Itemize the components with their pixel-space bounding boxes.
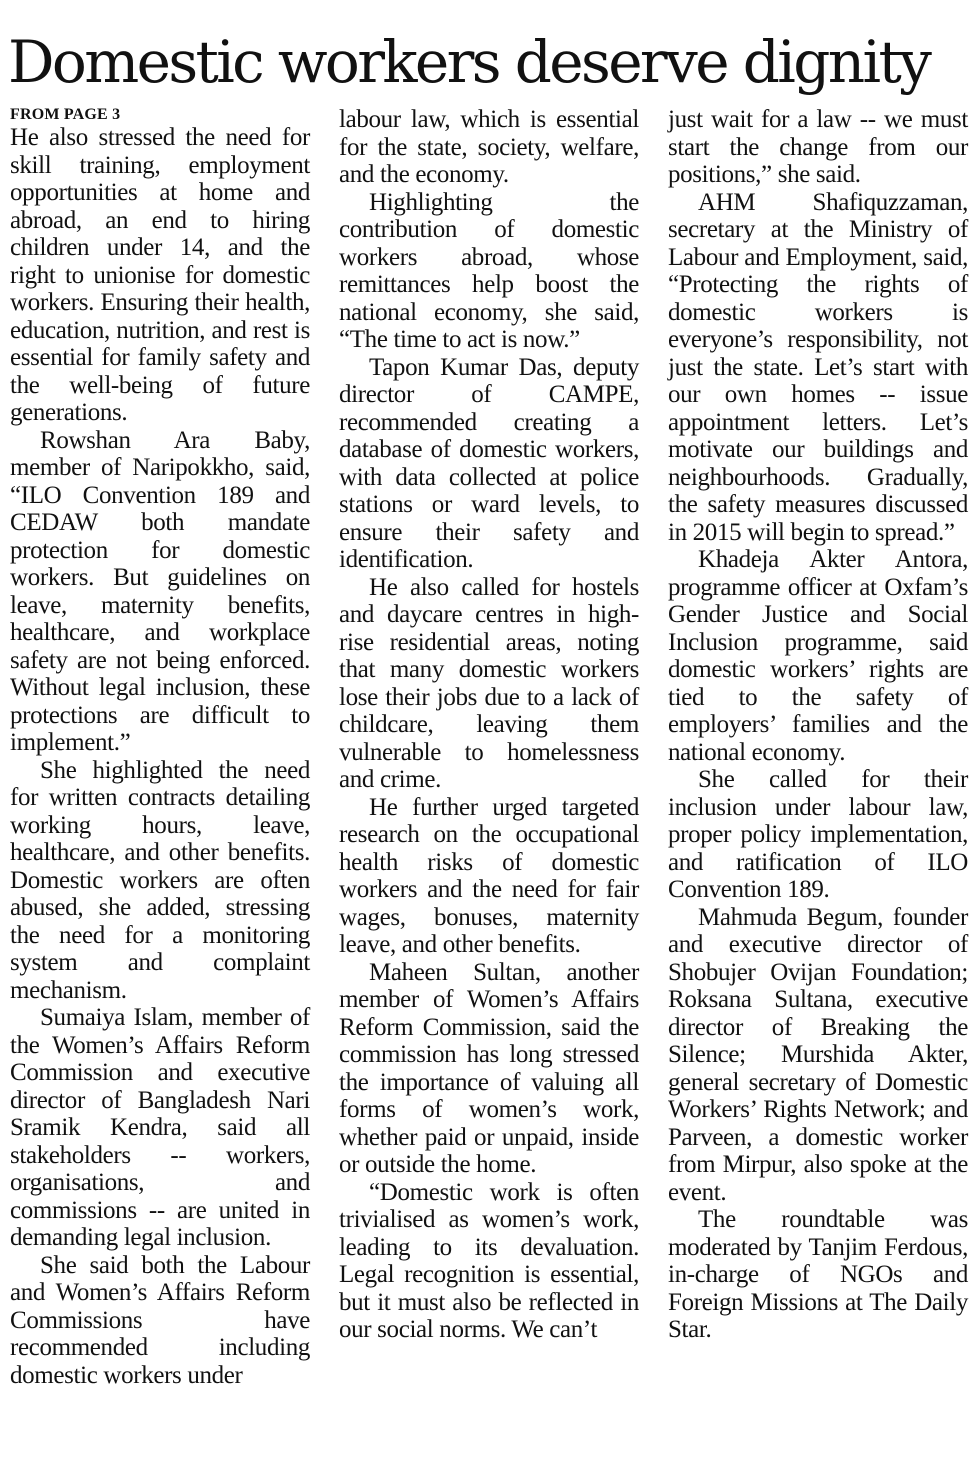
paragraph: She said both the Labour and Women’s Affairs Reform Commissions have recommended including domestic workers under bbox=[10, 1251, 310, 1389]
paragraph: “Domestic work is often trivialised as women’s work, leading to its devaluation. Legal recognition is essential, but it must also be reflected in our social norms. We can’t bbox=[339, 1178, 639, 1343]
paragraph: She called for their inclusion under labour law, proper policy implementation, and ratification of ILO Convention 189. bbox=[668, 766, 968, 903]
paragraph: labour law, which is essential for the state, society, welfare, and the economy. bbox=[339, 106, 639, 188]
dateline: FROM PAGE 3 bbox=[10, 106, 121, 123]
paragraph: Mahmuda Begum, founder and executive director of Shobujer Ovijan Foundation; Roksana Sultana, executive director of Breaking the Silence; Murshida Akter, general secretary of Domestic Workers’ Rights Network; and Parveen, a domestic worker from Mirpur, also spoke at the event. bbox=[668, 903, 968, 1206]
paragraph: just wait for a law -- we must start the change from our positions,” she said. bbox=[668, 106, 968, 188]
paragraph: She highlighted the need for written contracts detailing working hours, leave, healthcare, and other benefits. Domestic workers are often abused, she added, stressing the need for a monitoring system and complaint mechanism. bbox=[10, 756, 310, 1004]
article-column-3 bbox=[668, 106, 968, 1344]
paragraph: Tapon Kumar Das, deputy director of CAMPE, recommended creating a database of domestic workers, with data collected at police stations or ward levels, to ensure their safety and identification. bbox=[339, 353, 639, 573]
paragraph: Khadeja Akter Antora, programme officer at Oxfam’s Gender Justice and Social Inclusion programme, said domestic workers’ rights are tied to the safety of employers’ families and the national economy. bbox=[668, 546, 968, 766]
paragraph: The roundtable was moderated by Tanjim Ferdous, in-charge of NGOs and Foreign Missions at The Daily Star. bbox=[668, 1206, 968, 1343]
article-column-1 bbox=[10, 106, 310, 1389]
paragraph: Maheen Sultan, another member of Women’s Affairs Reform Commission, said the commission has long stressed the importance of valuing all forms of women’s work, whether paid or unpaid, inside or outside the home. bbox=[339, 958, 639, 1178]
paragraph: He also called for hostels and daycare centres in high-rise residential areas, noting that many domestic workers lose their jobs due to a lack of childcare, leaving them vulnerable to homelessness and crime. bbox=[339, 573, 639, 793]
paragraph: Rowshan Ara Baby, member of Naripokkho, said, “ILO Convention 189 and CEDAW both mandate protection for domestic workers. But guidelines on leave, maternity benefits, healthcare, and workplace safety are not being enforced. Without legal inclusion, these protections are difficult to implement.” bbox=[10, 426, 310, 756]
headline: Domestic workers deserve dignity bbox=[8, 28, 930, 96]
paragraph: Sumaiya Islam, member of the Women’s Affairs Reform Commission and executive director of Bangladesh Nari Sramik Kendra, said all stakeholders -- workers, organisations, and commissions -- are united in demanding legal inclusion. bbox=[10, 1004, 310, 1251]
paragraph: Highlighting the contribution of domestic workers abroad, whose remittances help boost the national economy, she said, “The time to act is now.” bbox=[339, 188, 639, 353]
article-column-2 bbox=[339, 106, 639, 1344]
paragraph: AHM Shafiquzzaman, secretary at the Ministry of Labour and Employment, said, “Protecting the rights of domestic workers is everyone’s responsibility, not just the state. Let’s start with our own homes -- issue appointment letters. Let’s motivate our buildings and neighbourhoods. Gradually, the safety measures discussed in 2015 will begin to spread.” bbox=[668, 188, 968, 546]
paragraph: He also stressed the need for skill training, employment opportunities at home and abroad, an end to hiring children under 14, and the right to unionise for domestic workers. Ensuring their health, education, nutrition, and rest is essential for family safety and the well-being of future generations. bbox=[10, 124, 310, 426]
paragraph: He further urged targeted research on the occupational health risks of domestic workers and the need for fair wages, bonuses, maternity leave, and other benefits. bbox=[339, 793, 639, 958]
